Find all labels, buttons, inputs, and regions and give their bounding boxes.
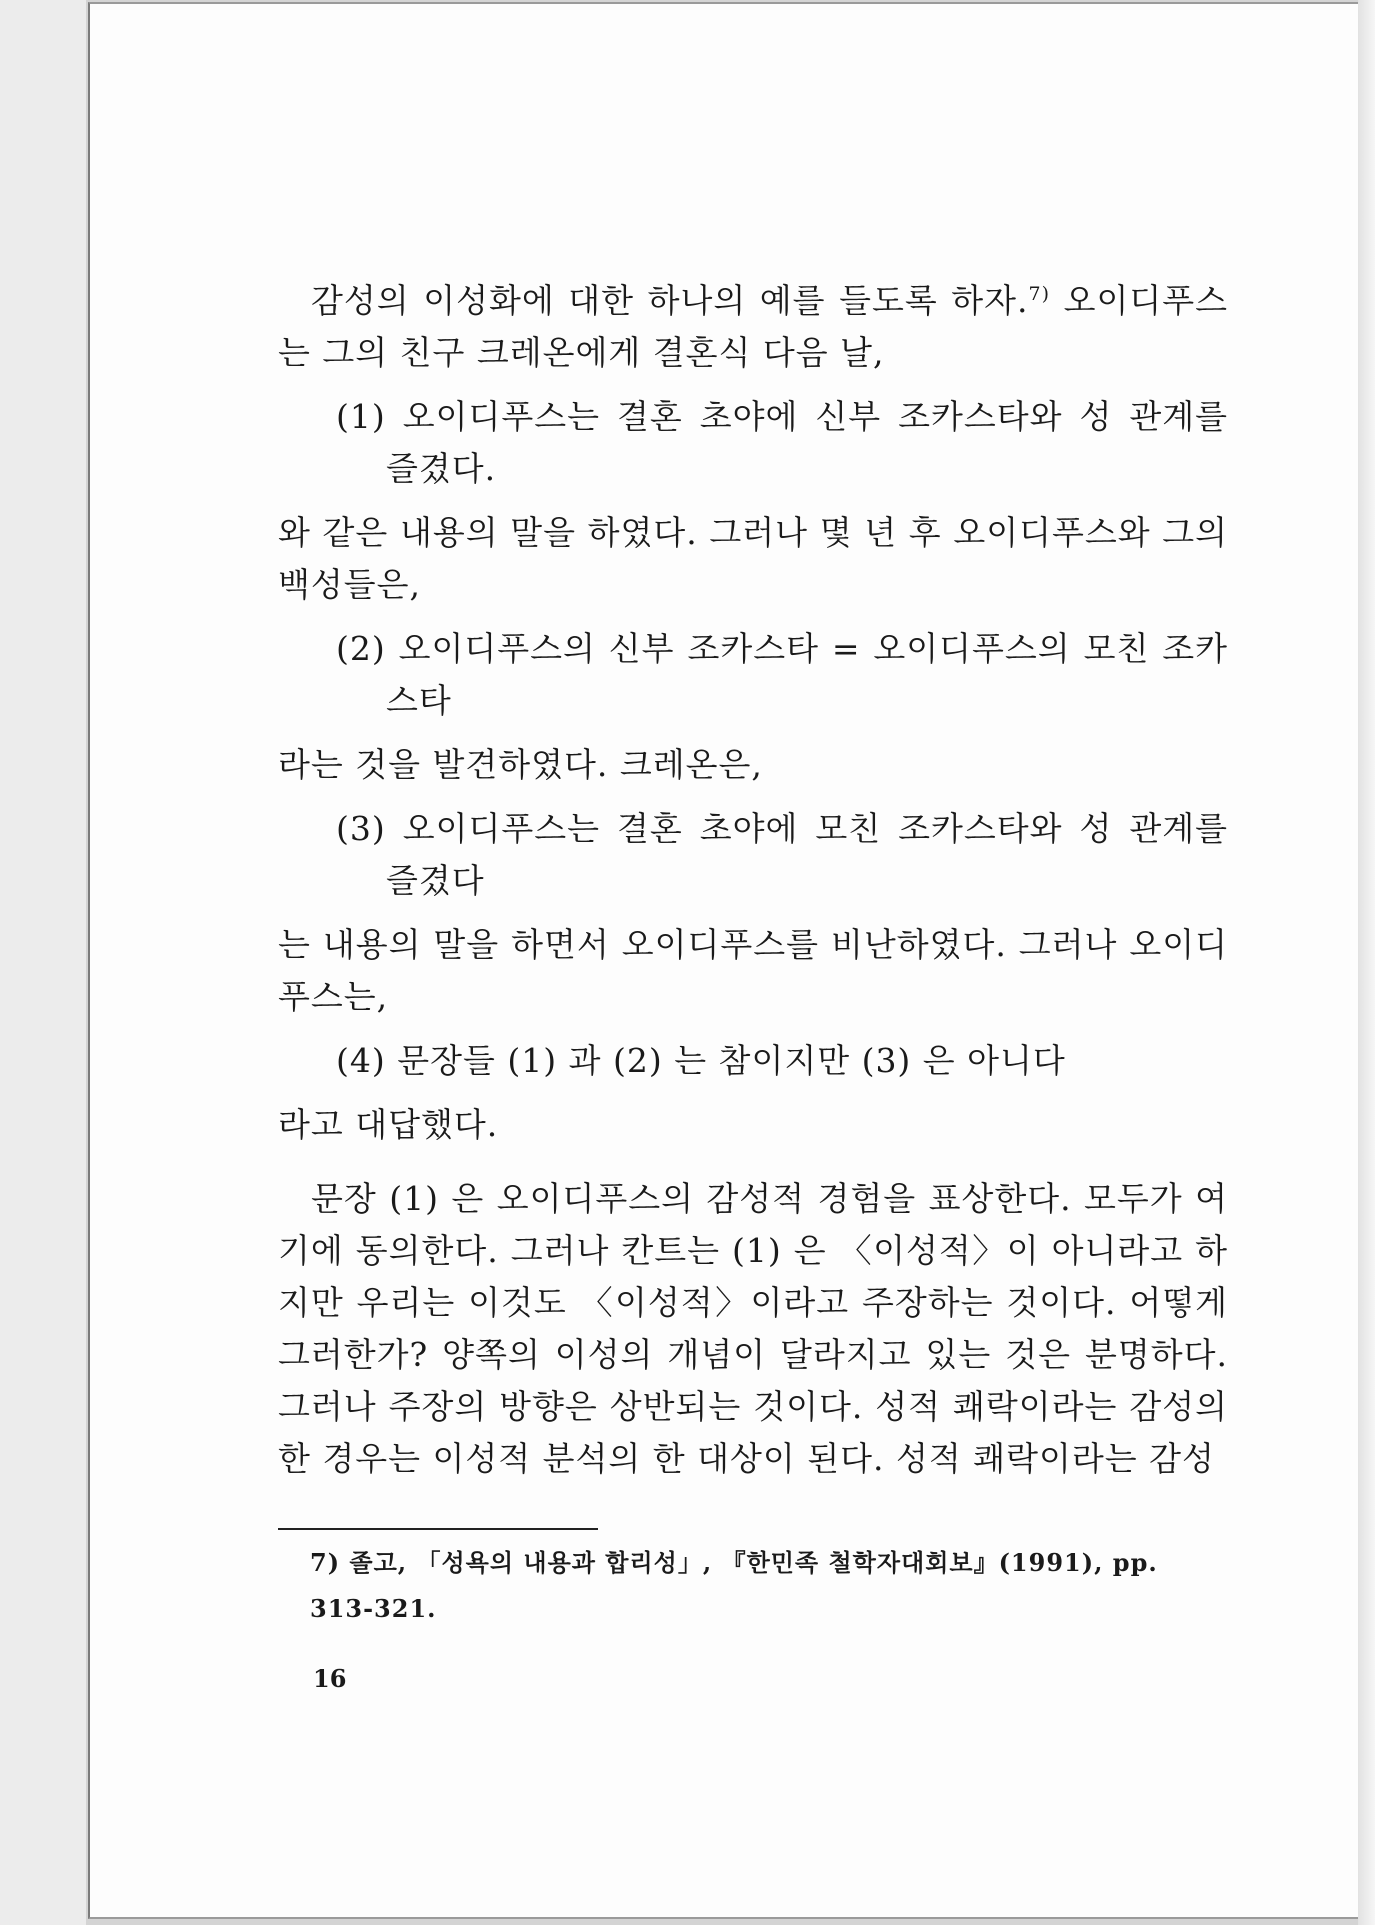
paragraph-2: 와 같은 내용의 말을 하였다. 그러나 몇 년 후 오이디푸스와 그의 백성들은, xyxy=(278,513,1228,604)
example-sentence-4: (4) 문장들 (1) 과 (2) 는 참이지만 (3) 은 아니다 xyxy=(336,1041,1066,1080)
page-number: 16 xyxy=(313,1664,347,1693)
paragraph-5: 라고 대답했다. xyxy=(278,1105,499,1144)
body-text xyxy=(278,275,1228,1485)
viewer-right-edge xyxy=(1358,0,1375,1925)
paragraph-3: 라는 것을 발견하였다. 크레온은, xyxy=(278,745,763,784)
footnote-divider xyxy=(278,1528,598,1530)
footnote-line-1: 7) 졸고, 「성욕의 내용과 합리성」, 『한민족 철학자대회보』(1991), pp. xyxy=(310,1548,1158,1577)
example-sentence-3: (3) 오이디푸스는 결혼 초야에 모친 조카스타와 성 관계를 즐겼다 xyxy=(336,809,1228,900)
example-sentence-2: (2) 오이디푸스의 신부 조카스타 = 오이디푸스의 모친 조카스타 xyxy=(336,629,1228,720)
paragraph-6: 문장 (1) 은 오이디푸스의 감성적 경험을 표상한다. 모두가 여기에 동의한다. 그러나 칸트는 (1) 은 〈이성적〉이 아니라고 하지만 우리는 이것도 〈이성적〉이라고 주장하는 것이다. 어떻게 그러한가? 양쪽의 이성의 개념이 달라지고 있는 것은 분명하다. 그러나 주장의 방향은 상반되는 것이다. 성적 쾌락이라는 감성의 한 경우는 이성적 분석의 한 대상이 된다. 성적 쾌락이라는 감성 xyxy=(278,1179,1228,1478)
example-sentence-1: (1) 오이디푸스는 결혼 초야에 신부 조카스타와 성 관계를 즐겼다. xyxy=(336,397,1228,488)
paragraph-4: 는 내용의 말을 하면서 오이디푸스를 비난하였다. 그러나 오이디푸스는, xyxy=(278,925,1228,1016)
footnote-reference: 7) xyxy=(1028,283,1051,305)
footnote-line-2: 313-321. xyxy=(310,1594,437,1623)
paragraph-1 xyxy=(278,275,1228,379)
paragraph-1-text: 감성의 이성화에 대한 하나의 예를 들도록 하자. xyxy=(311,281,1029,320)
footnote xyxy=(310,1540,1228,1632)
paragraph-1-text-after: 오이디푸스는 그의 친구 크레온에게 결혼식 다음 날, xyxy=(278,281,1228,372)
